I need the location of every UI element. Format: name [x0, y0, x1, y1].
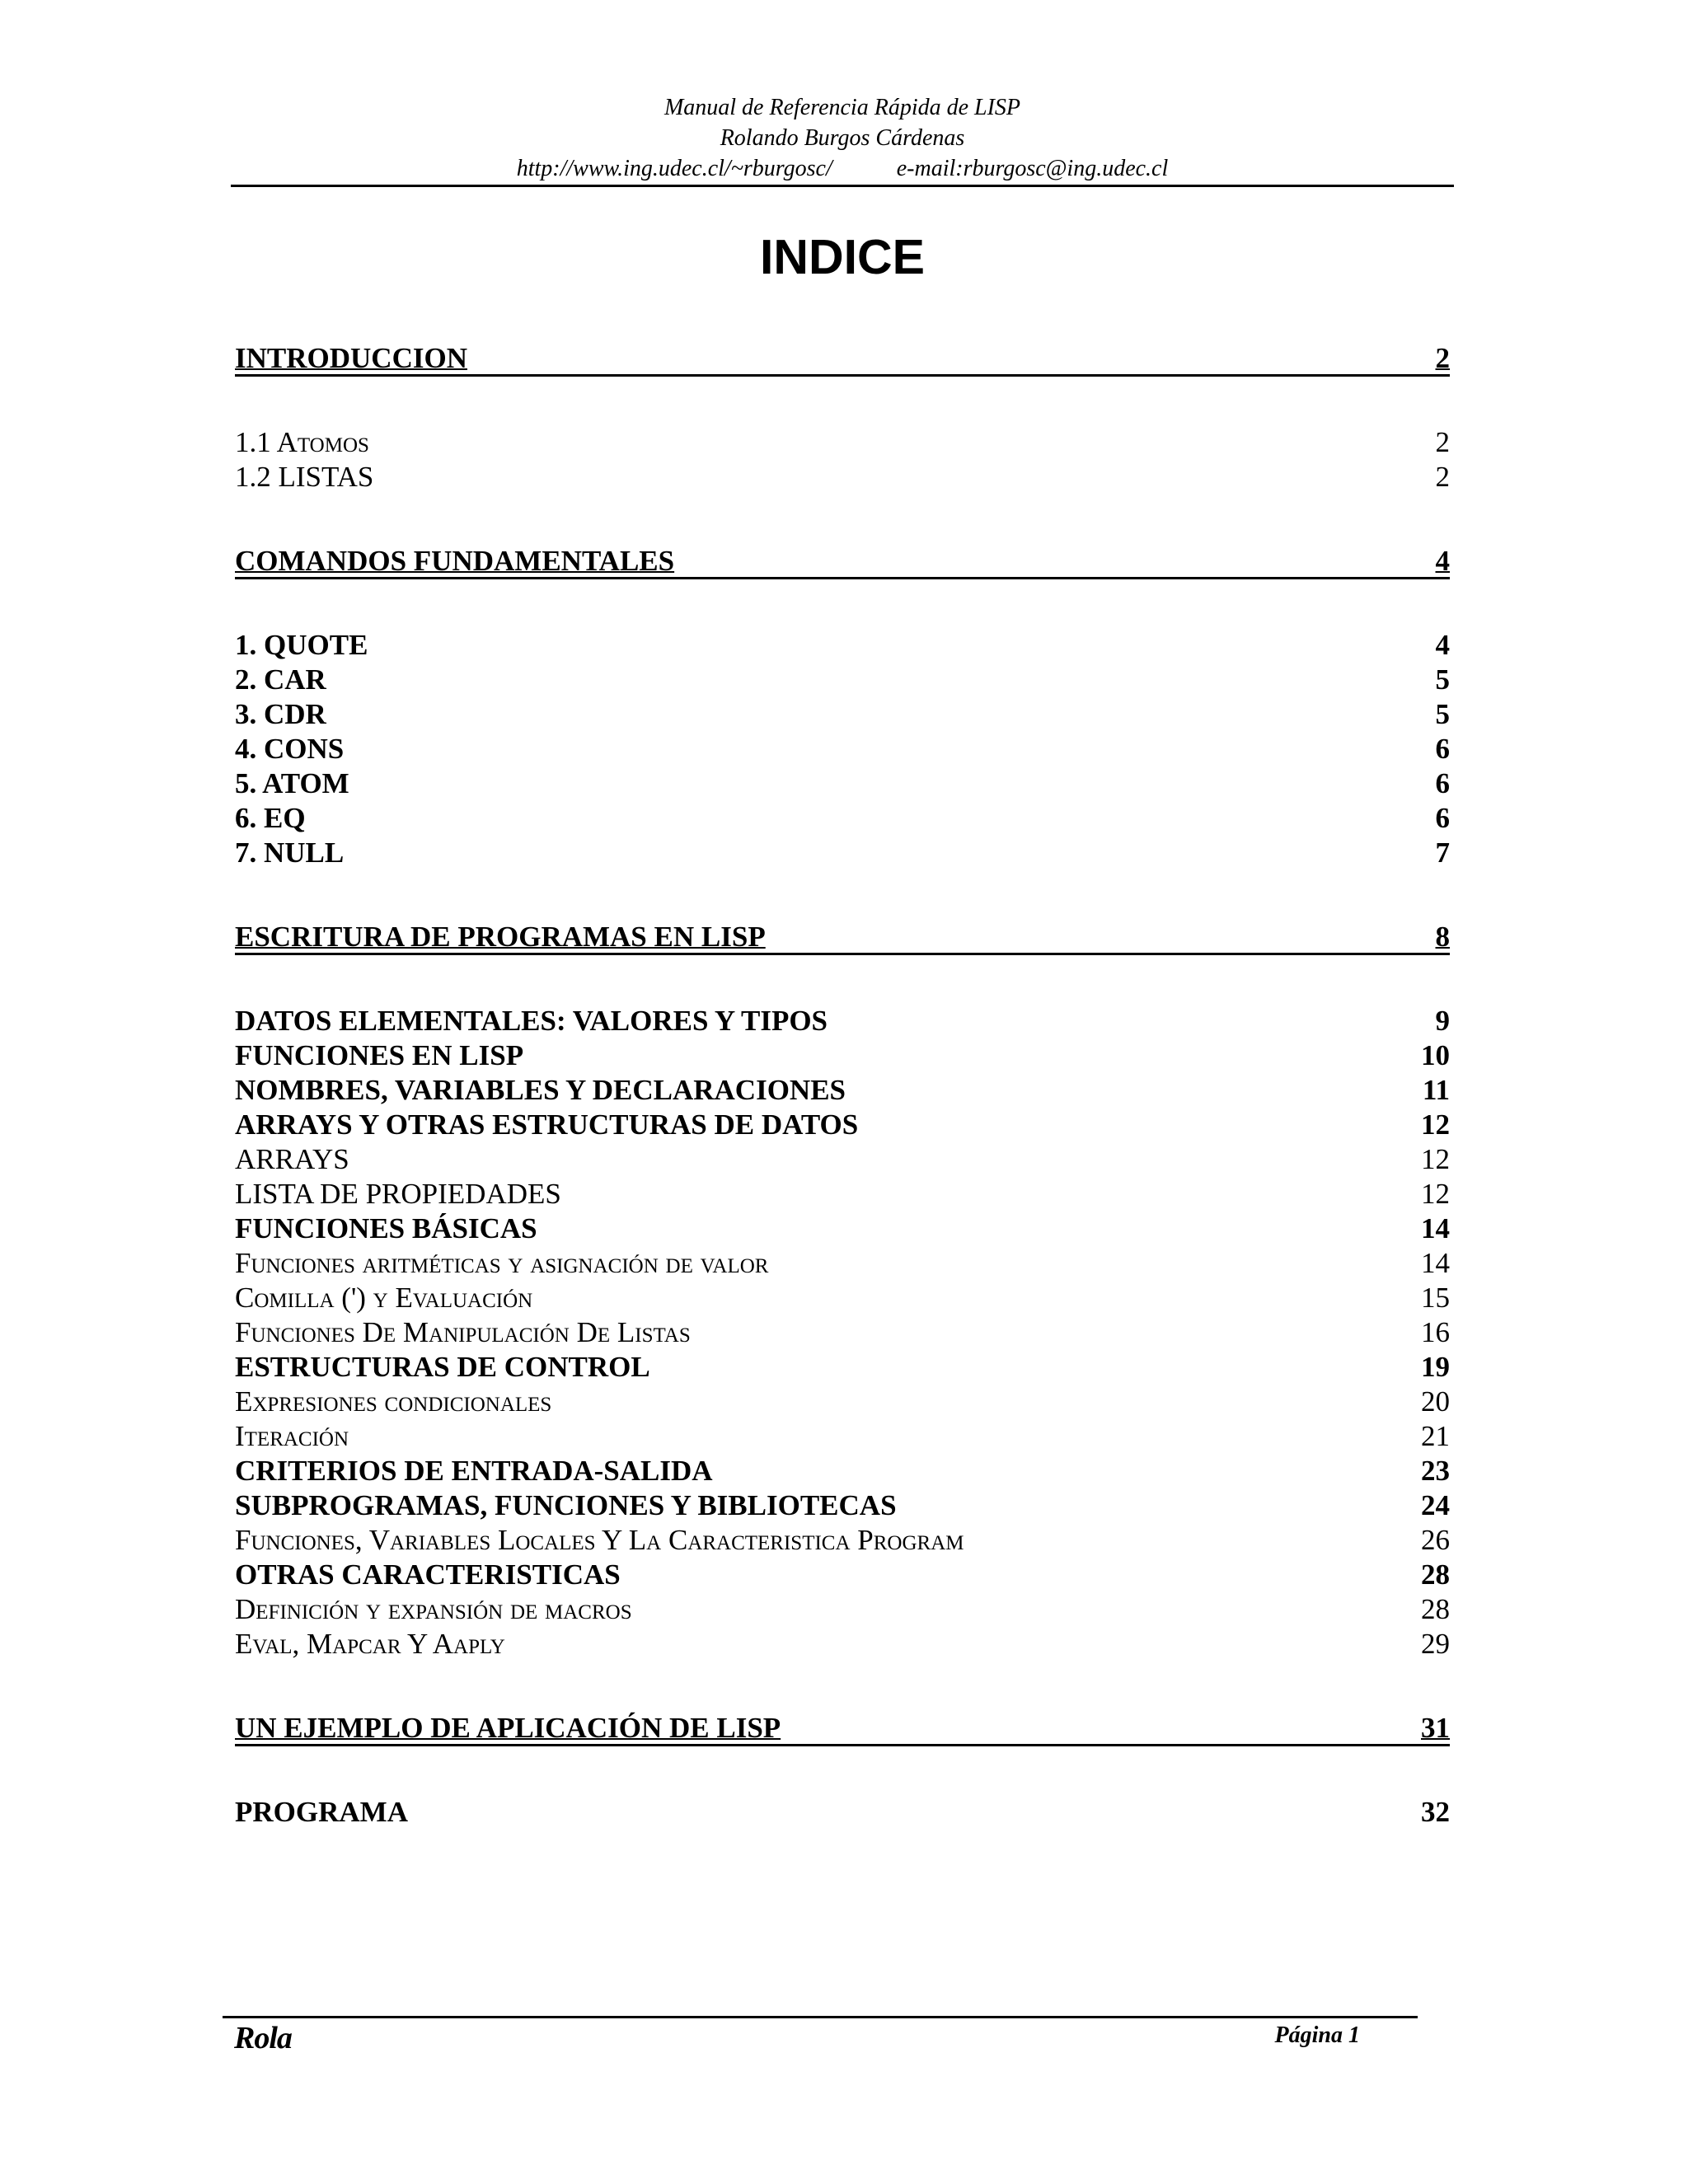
toc-chapter-ejemplo-aplicacion[interactable]: UN EJEMPLO DE APLICACIÓN DE LISP 31 — [235, 1711, 1450, 1746]
author-name: Rolando Burgos Cárdenas — [720, 125, 965, 151]
toc-item-listas[interactable]: 1.2 LISTAS 2 — [235, 461, 1450, 493]
toc-item-car[interactable]: 2. CAR 5 — [235, 663, 1450, 696]
author-url-link[interactable]: http://www.ing.udec.cl/~rburgosc/ — [516, 156, 832, 181]
toc-chapter-comandos-fundamentales[interactable]: COMANDOS FUNDAMENTALES 4 — [235, 544, 1450, 579]
toc-item-manipulacion-listas[interactable]: Funciones De Manipulación De Listas 16 — [235, 1316, 1450, 1348]
toc-item-programa[interactable]: PROGRAMA 32 — [235, 1796, 1450, 1828]
toc-item-funciones-basicas[interactable]: FUNCIONES BÁSICAS 14 — [235, 1212, 1450, 1244]
toc-item-datos-elementales[interactable]: DATOS ELEMENTALES: VALORES Y TIPOS 9 — [235, 1005, 1450, 1037]
toc-item-cdr[interactable]: 3. CDR 5 — [235, 698, 1450, 730]
toc-item-eval-mapcar[interactable]: Eval, Mapcar Y Aaply 29 — [235, 1628, 1450, 1660]
toc-item-estructuras-control[interactable]: ESTRUCTURAS DE CONTROL 19 — [235, 1351, 1450, 1383]
toc-item-comilla-evaluacion[interactable]: Comilla (') y Evaluación 15 — [235, 1282, 1450, 1314]
toc-item-arrays[interactable]: ARRAYS 12 — [235, 1143, 1450, 1175]
toc-item-cons[interactable]: 4. CONS 6 — [235, 733, 1450, 765]
contact-line — [231, 153, 1454, 184]
toc-item-funciones-aritmeticas[interactable]: Funciones aritméticas y asignación de valor 14 — [235, 1247, 1450, 1279]
toc-chapter-escritura-de-programas[interactable]: ESCRITURA DE PROGRAMAS EN LISP 8 — [235, 920, 1450, 955]
toc-item-atom[interactable]: 5. ATOM 6 — [235, 767, 1450, 799]
toc-item-arrays-estructuras[interactable]: ARRAYS Y OTRAS ESTRUCTURAS DE DATOS 12 — [235, 1108, 1450, 1141]
page-header — [231, 92, 1454, 184]
page-number: Página 1 — [1274, 2022, 1360, 2048]
toc-item-nombres-variables[interactable]: NOMBRES, VARIABLES Y DECLARACIONES 11 — [235, 1074, 1450, 1106]
toc-item-funciones-en-lisp[interactable]: FUNCIONES EN LISP 10 — [235, 1039, 1450, 1071]
page-title: INDICE — [760, 230, 925, 284]
toc-item-iteracion[interactable]: Iteración 21 — [235, 1420, 1450, 1452]
toc-item-otras-caracteristicas[interactable]: OTRAS CARACTERISTICAS 28 — [235, 1558, 1450, 1591]
toc-item-macros[interactable]: Definición y expansión de macros 28 — [235, 1593, 1450, 1625]
toc-chapter-introduccion[interactable]: INTRODUCCION 2 — [235, 341, 1450, 377]
header-divider — [231, 185, 1454, 187]
toc-item-variables-locales[interactable]: Funciones, Variables Locales Y La Caracteristica Program 26 — [235, 1524, 1450, 1556]
toc-item-expresiones-condicionales[interactable]: Expresiones condicionales 20 — [235, 1385, 1450, 1418]
toc-item-entrada-salida[interactable]: CRITERIOS DE ENTRADA-SALIDA 23 — [235, 1455, 1450, 1487]
toc-item-atomos[interactable]: 1.1 Atomos 2 — [235, 426, 1450, 458]
toc-item-null[interactable]: 7. NULL 7 — [235, 837, 1450, 869]
toc-item-subprogramas[interactable]: SUBPROGRAMAS, FUNCIONES Y BIBLIOTECAS 24 — [235, 1489, 1450, 1521]
footer-author-mark: Rola — [234, 2021, 292, 2055]
toc-item-lista-propiedades[interactable]: LISTA DE PROPIEDADES 12 — [235, 1178, 1450, 1210]
manual-title: Manual de Referencia Rápida de LISP — [663, 95, 1021, 120]
author-email-link[interactable]: e-mail:rburgosc@ing.udec.cl — [896, 156, 1169, 181]
footer-divider — [223, 2016, 1418, 2018]
toc-item-quote[interactable]: 1. QUOTE 4 — [235, 629, 1450, 661]
toc-item-eq[interactable]: 6. EQ 6 — [235, 802, 1450, 834]
